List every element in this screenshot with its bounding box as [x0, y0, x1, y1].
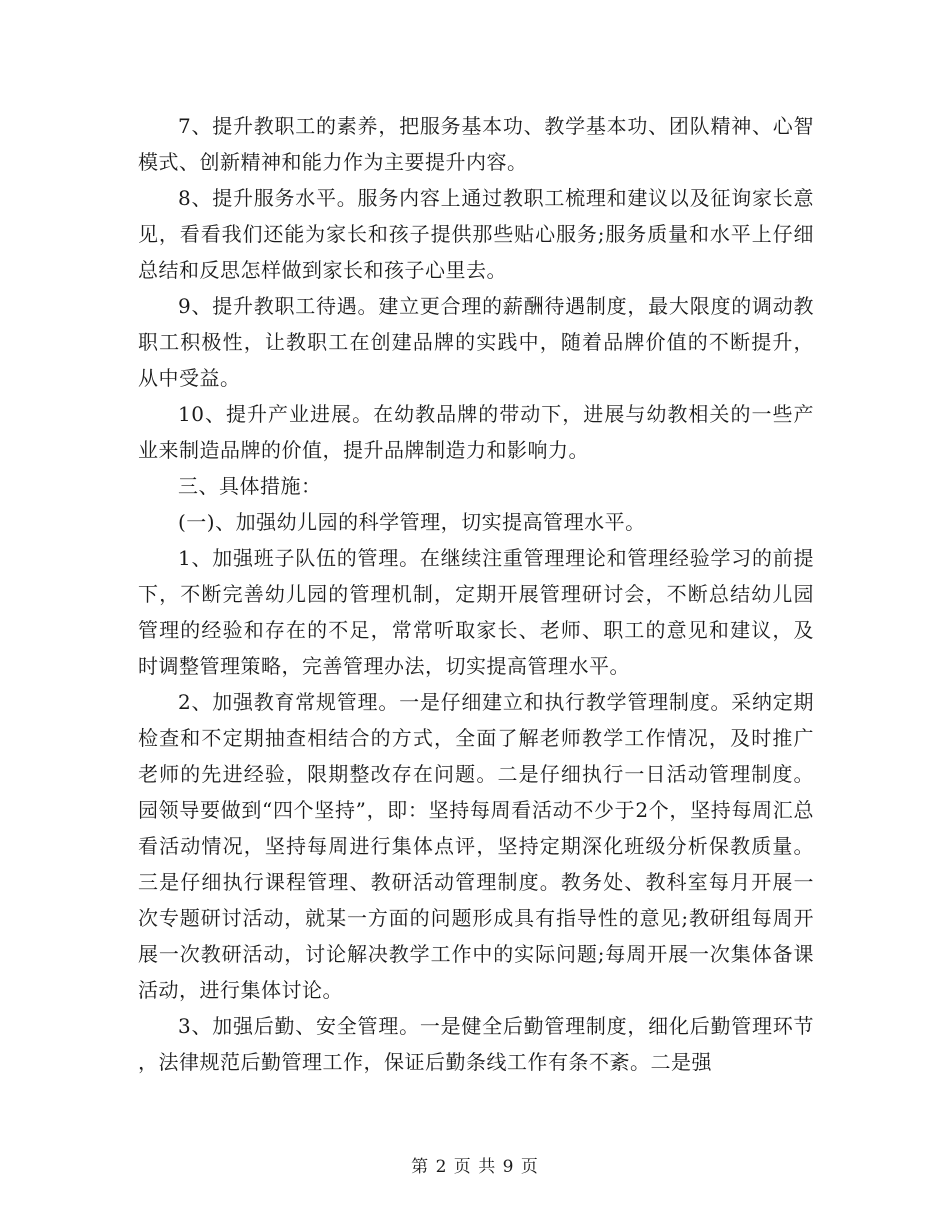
subsection-heading-management: (一)、加强幼儿园的科学管理，切实提高管理水平。: [178, 510, 646, 534]
paragraph-measure-1: 1、加强班子队伍的管理。在继续注重管理理论和管理经验学习的前提下，不断完善幼儿园的管理机制，定期开展管理研讨会，不断总结幼儿园管理的经验和存在的不足，常常听取家长、老师、职工的意见和建议，及时调整管理策略，完善管理办法，切实提高管理水平。: [138, 546, 814, 678]
paragraph-measure-3: 3、加强后勤、安全管理。一是健全后勤管理制度，细化后勤管理环节，法律规范后勤管理工作，保证后勤条线工作有条不紊。二是强: [138, 1014, 814, 1074]
section-heading-measures: 三、具体措施：: [178, 474, 322, 498]
paragraph-item-8: 8、提升服务水平。服务内容上通过教职工梳理和建议以及征询家长意见，看看我们还能为家长和孩子提供那些贴心服务;服务质量和水平上仔细总结和反思怎样做到家长和孩子心里去。: [138, 186, 814, 282]
paragraph-item-10: 10、提升产业进展。在幼教品牌的带动下，进展与幼教相关的一些产业来制造品牌的价值，提升品牌制造力和影响力。: [138, 402, 814, 462]
document-body: [138, 108, 814, 1080]
paragraph-item-9: 9、提升教职工待遇。建立更合理的薪酬待遇制度，最大限度的调动教职工积极性，让教职工在创建品牌的实践中，随着品牌价值的不断提升，从中受益。: [138, 294, 814, 390]
paragraph-measure-2: 2、加强教育常规管理。一是仔细建立和执行教学管理制度。采纳定期检查和不定期抽查相结合的方式，全面了解老师教学工作情况，及时推广老师的先进经验，限期整改存在问题。二是仔细执行一日活动管理制度。园领导要做到“四个坚持”，即：坚持每周看活动不少于2个，坚持每周汇总看活动情况，坚持每周进行集体点评，坚持定期深化班级分析保教质量。三是仔细执行课程管理、教研活动管理制度。教务处、教科室每月开展一次专题研讨活动，就某一方面的问题形成具有指导性的意见;教研组每周开展一次教研活动，讨论解决教学工作中的实际问题;每周开展一次集体备课活动，进行集体讨论。: [138, 690, 814, 1002]
paragraph-item-7: 7、提升教职工的素养，把服务基本功、教学基本功、团队精神、心智模式、创新精神和能力作为主要提升内容。: [138, 114, 814, 174]
page-number-footer: 第 2 页 共 9 页: [411, 1157, 539, 1177]
